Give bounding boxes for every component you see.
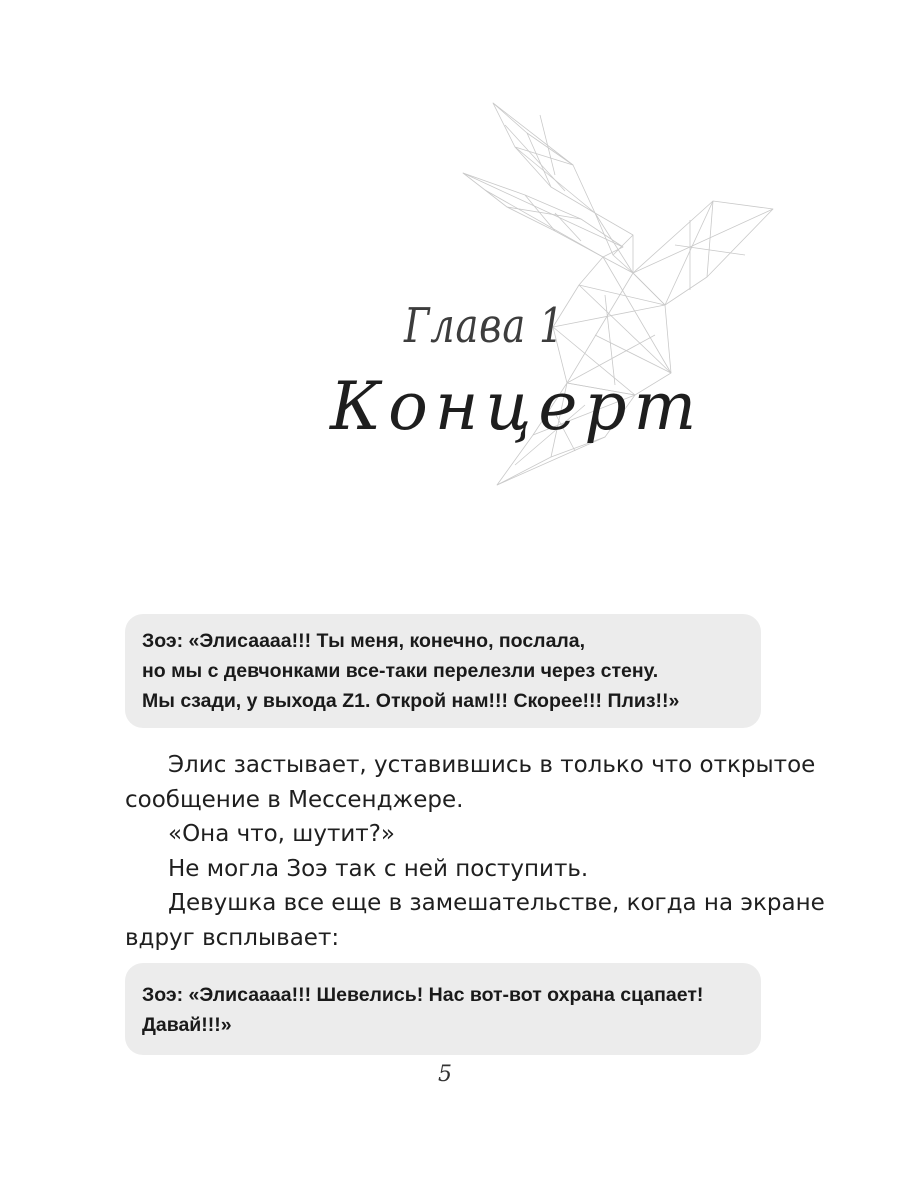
paragraph-line: Девушка все еще в замешательстве, когда на экране <box>168 890 825 916</box>
narrative-text <box>125 748 825 955</box>
message-line: Зоэ: «Элисаааа!!! Ты меня, конечно, послала, <box>142 630 586 652</box>
message-line: Зоэ: «Элисаааа!!! Шевелись! Нас вот-вот охрана сцапает! <box>142 984 704 1006</box>
chapter-label: Глава 1 <box>404 298 565 354</box>
paragraph-line: Элис застывает, уставившись в только что открытое <box>168 752 816 778</box>
paragraph-line: «Она что, шутит?» <box>168 821 395 847</box>
paragraph-line: сообщение в Мессенджере. <box>125 786 464 813</box>
message-bubble <box>125 963 761 1055</box>
message-bubble <box>125 614 761 728</box>
message-line: Мы сзади, у выхода Z1. Открой нам!!! Скорее!!! Плиз!!» <box>142 690 680 712</box>
page-number: 5 <box>438 1062 452 1087</box>
message-line: Давай!!!» <box>142 1014 232 1036</box>
paragraph-line: Не могла Зоэ так с ней поступить. <box>168 855 589 882</box>
paragraph-line: вдруг всплывает: <box>125 924 340 951</box>
chapter-title: Концерт <box>330 368 704 445</box>
message-line: но мы с девчонками все-таки перелезли через стену. <box>142 660 659 682</box>
